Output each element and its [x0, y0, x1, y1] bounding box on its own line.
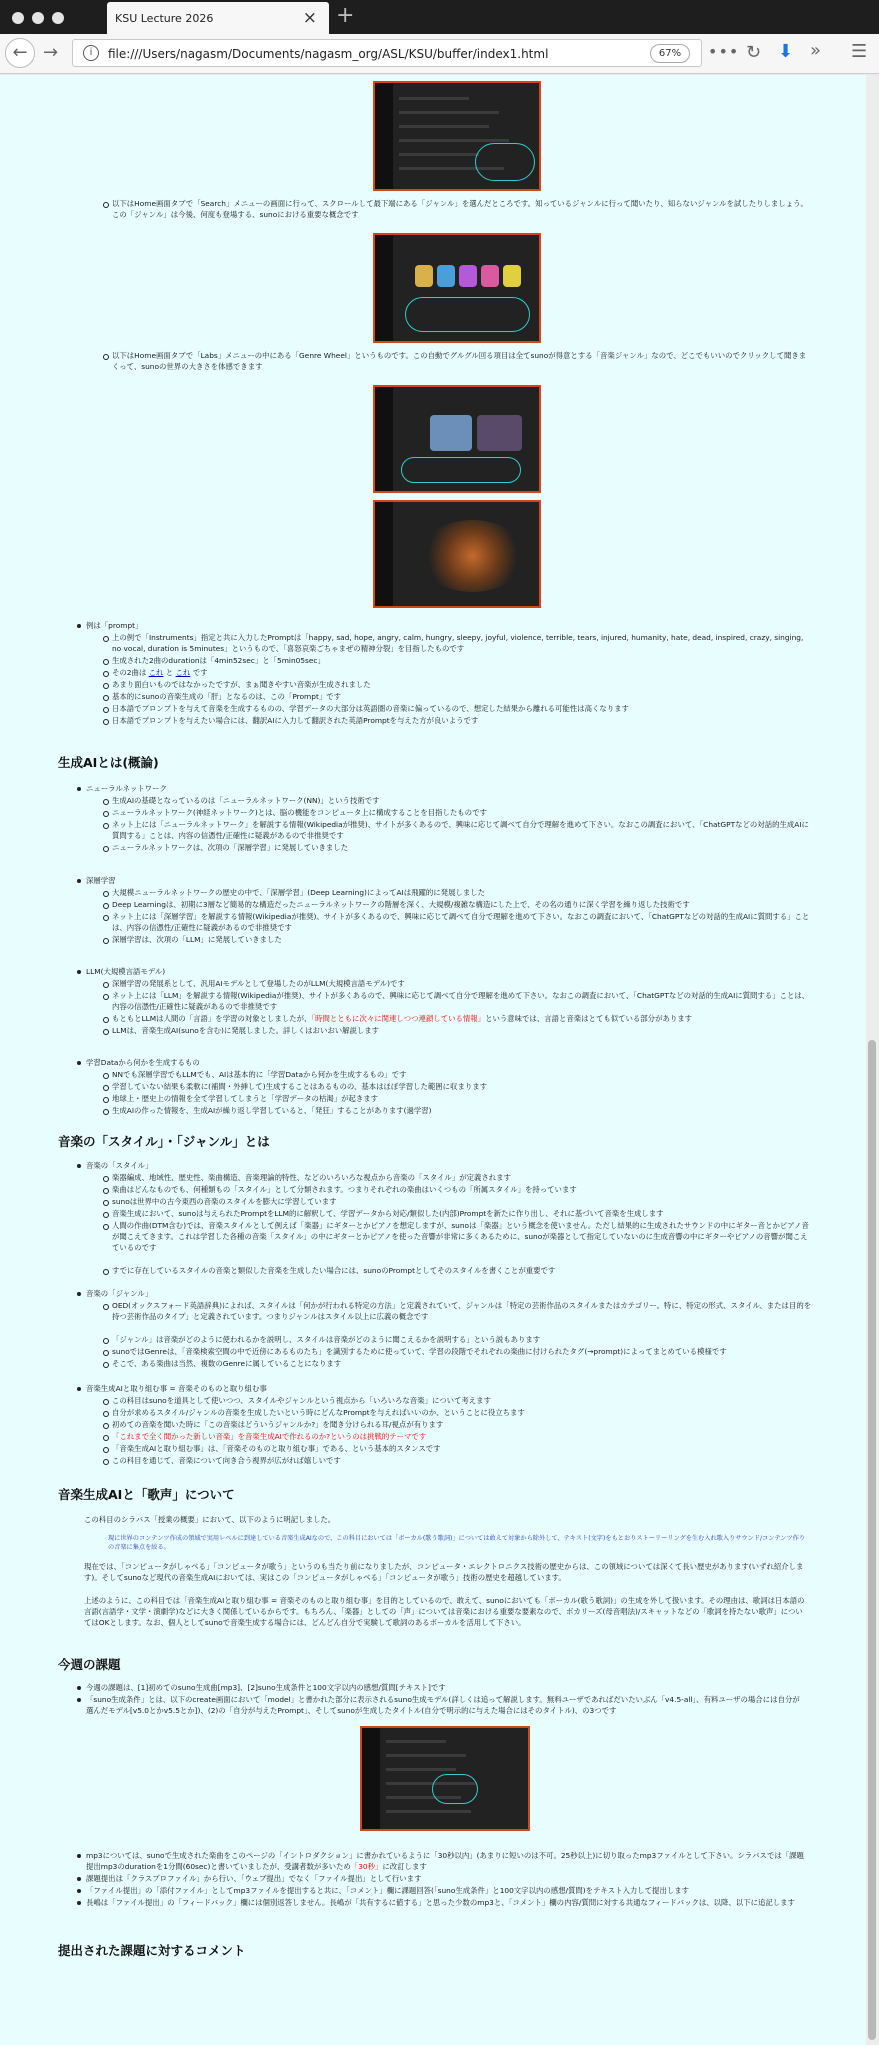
ai-item: 初めての音楽を聞いた時に「この音楽はどういうジャンルか?」を聞き分けられる耳/視点が有ります: [112, 1419, 812, 1430]
suno-create-screenshot: [360, 1726, 530, 1831]
caption-labs: 以下はHome画面タブで「Labs」メニューの中にある「Genre Wheel」というものです。この自動でグルグル回る項目は全てsunoが得意とする「音楽ジャンル」なので、どこでもいいのでクリックして聞きまくって、sunoの世界の大きさを体感できます: [112, 350, 812, 372]
homework-mp3-item: mp3については、sunoで生成された楽曲をこのページの「イントロダクション」に書かれているように「30秒以内」(あまりに短いのは不可。25秒以上)に切り取ったmp3ファイルとして下さい。シラバスでは「課題提出mp3のdurationを1分間(60sec)と書いていましたが、受講者数が多いため「30秒」に改訂します: [86, 1850, 806, 1872]
close-tab-icon[interactable]: ×: [302, 8, 317, 28]
genre-wheel-screenshot: [373, 500, 541, 608]
nn-heading: ニューラルネットワーク: [86, 783, 806, 794]
ai-item: この科目を通じて、音楽について向き合う視界が広がれば嬉しいです: [112, 1455, 812, 1466]
maximize-window-dot[interactable]: [52, 12, 64, 24]
song-link-1[interactable]: これ: [148, 668, 164, 677]
reload-icon[interactable]: ↻: [746, 42, 762, 63]
forward-icon[interactable]: →: [43, 42, 59, 63]
section-title-style-genre: 音楽の「スタイル」・「ジャンル」とは: [58, 1134, 270, 1149]
ai-heading: 音楽生成AIと取り組む事 = 音楽そのものと取り組む事: [86, 1383, 806, 1394]
url-text[interactable]: file:///Users/nagasm/Documents/nagasm_org/ASL/KSU/buffer/index1.html: [108, 47, 549, 61]
llm-item: ネット上には「LLM」を解説する情報(Wikipediaが推奨)、サイトが多くあるので、興味に応じて調べて自分で理解を進めて下さい。なおこの調査において、「ChatGPTなどの対話的生成AIに質問する」ことは、内容の信憑性/正確性に疑義があるので非推奨です: [112, 990, 812, 1012]
section-title-homework: 今週の課題: [58, 1657, 121, 1672]
nn-item: ニューラルネットワーク(神経ネットワーク)とは、脳の機能をコンピュータ上に構成することを目指したものです: [112, 807, 812, 818]
dl-item: 大規模ニューラルネットワークの歴史の中で、「深層学習」(Deep Learning)によってAIは飛躍的に発展しました: [112, 887, 812, 898]
syllabus-quote: 現に世界のコンテンツ作成の領域で実用レベルに到達している音楽生成AIなので、この科目においては「ボーカル(歌う歌詞)」については敢えて対象から除外して、テキスト(文字)をもとおりストーリーリングを生む入れ歌入りサウンド/コンテンツ作りの音楽に集点を絞る。: [108, 1535, 806, 1551]
nn-item: ニューラルネットワークは、次項の「深層学習」に発展していきました: [112, 842, 812, 853]
style-item: sunoは世界中の古今東西の音楽のスタイルを膨大に学習しています: [112, 1196, 812, 1207]
info-icon[interactable]: i: [83, 45, 99, 61]
genre-heading: 音楽の「ジャンル」: [86, 1288, 806, 1299]
page-content: [0, 75, 866, 2045]
llm-item: 深層学習の発展系として、汎用AIモデルとして登場したのがLLM(大規模言語モデル)です: [112, 978, 812, 989]
dl-item: ネット上には「深層学習」を解説する情報(Wikipediaが推奨)、サイトが多くあるので、興味に応じて調べて自分で理解を進めて下さい。なおこの調査において、「ChatGPTなどの対話的生成AIに質問する」ことは、内容の信憑性/正確性に疑義があるので非推奨です: [112, 911, 812, 933]
section-title-comments: 提出された課題に対するコメント: [58, 1943, 246, 1958]
navigation-bar: [0, 34, 879, 74]
overflow-icon[interactable]: »: [810, 40, 822, 61]
voice-paragraph-1: 現在では、「コンピュータがしゃべる」「コンピュータが歌う」というのも当たり前になりましたが、コンピュータ・エレクトロニクス技術の歴史からは、この領域については深くて長い歴史があります(いずれ紹介します)。そしてsunoなど現代の音楽生成AIにおいては、実はこの「コンピュータがしゃべる」「コンピュータが歌う」技術の歴史を超越しています。: [84, 1562, 804, 1582]
browser-tab[interactable]: [107, 2, 329, 34]
back-icon[interactable]: ←: [5, 38, 35, 68]
style-item: 楽器編成、地域性、歴史性、楽曲構造、音楽理論的特性、などのいろいろな視点から音楽の「スタイル」が定義されます: [112, 1172, 812, 1183]
dl-item: Deep Learningは、初期に3層など簡易的な構造だったニューラルネットワークの階層を深く、大規模/複雑な構造にした上で、その名の通りに深く学習を繰り返した技術です: [112, 899, 812, 910]
data-heading: 学習Dataから何かを生成するもの: [86, 1057, 806, 1068]
minimize-window-dot[interactable]: [32, 12, 44, 24]
ai-item: 自分が求めるスタイル/ジャンルの音楽を生成したいという時にどんなPromptを与えればいいのか、ということに役立ちます: [112, 1407, 812, 1418]
tab-title: KSU Lecture 2026: [115, 12, 214, 25]
ai-item-challenge: 「これまで全く聞かった新しい音楽」を音楽生成AIで作れるのか?というのは挑戦的テーマです: [112, 1431, 812, 1442]
menu-icon[interactable]: ☰: [851, 41, 868, 62]
prompt-heading: 例は「prompt」: [86, 620, 806, 631]
homework-item: 「ファイル提出」の「添付ファイル」としてmp3ファイルを提出すると共に、「コメント」欄に課題回答(「suno生成条件」と100文字以内の感想/質問)をテキスト入力して提出します: [86, 1885, 806, 1896]
song-link-2[interactable]: これ: [175, 668, 191, 677]
url-bar[interactable]: [72, 39, 702, 67]
section-title-genai: 生成AIとは(概論): [58, 755, 159, 770]
genre-item: 「ジャンル」は音楽がどのように使われるかを説明し、スタイルは音楽がどのように聞こえるかを説明する」という説もあります: [112, 1334, 812, 1345]
suno-genre-screenshot: [373, 233, 541, 343]
title-bar: [0, 0, 879, 34]
style-item: 楽曲はどんなものでも、何種類もの「スタイル」として分類されます。つまりそれぞれの楽曲はいくつもの「所属スタイル」を持っています: [112, 1184, 812, 1195]
data-item: NNでも深層学習でもLLMでも、AIは基本的に「学習Dataから何かを生成するもの」です: [112, 1069, 812, 1080]
genre-item: sunoではGenreは、「音楽検索空間の中で近傍にあるものたち」を識別するために使っていて、学習の段階でそれぞれの楽曲に付けられたタグ(→prompt)によってまとめている模様です: [112, 1346, 812, 1357]
style-heading: 音楽の「スタイル」: [86, 1160, 806, 1171]
genre-item: そこで、ある楽曲は当然、複数のGenreに属していることになります: [112, 1358, 812, 1369]
voice-paragraph-2: 上述のように、この科目では「音楽生成AIと取り組む事 = 音楽そのものと取り組む事」を目的としているので、敢えて、sunoにおいても「ボーカル(歌う歌詞)」の生成を外して扱います。その理由は、歌詞は日本語の言語(言語学・文学・演劇学)などに大きく関係しているからです。もちろん、「楽器」としての「声」については音楽における重要な要素なので、ボカリーズ(母音唱法)/スキャットなどの「歌詞を持たない歌声」についてはOKとします。なお、個人としてsunoで音楽生成する場合には、どんどん自分で実験して歌詞のあるボーカルを活用して下さい。: [84, 1596, 805, 1627]
homework-item: 課題提出は「クラスプロファイル」から行い、「ウェブ提出」でなく「ファイル提出」として行います: [86, 1873, 806, 1884]
llm-item: もともとLLMは人間の「言語」を学習の対象としましたが、「時間とともに次々に関連しつつ連鎖している情報」という意味では、言語と音楽はとても似ている部分があります: [112, 1013, 812, 1024]
genre-item: OED(オックスフォード英語辞典)によれば、スタイルは「何かが行われる特定の方法」と定義されていて、ジャンルは「特定の芸術作品のスタイルまたはカテゴリー。特に、特定の形式、スタイル、または目的を持つ芸術作品のタイプ」と定義されています。つまりジャンルはスタイル以上に広義の概念です: [112, 1301, 812, 1321]
prompt-item: 日本語でプロンプトを与えて音楽を生成するものの、学習データの大部分は英語圏の音楽に偏っているので、想定した結果から離れる可能性は高くなります: [112, 703, 812, 714]
suno-labs-screenshot: [373, 385, 541, 493]
syllabus-intro: この科目のシラバス「授業の概要」において、以下のように明記しました。: [84, 1515, 336, 1524]
nn-item: 生成AIの基礎となっているのは「ニューラルネットワーク(NN)」という技術です: [112, 795, 812, 806]
download-icon[interactable]: ⬇: [778, 41, 794, 62]
scrollbar-thumb[interactable]: [868, 1040, 876, 2040]
ai-item: 「音楽生成AIと取り組む事」は、「音楽そのものと取り組む事」である、という基本的スタンスです: [112, 1443, 812, 1454]
prompt-item: あまり面白いものではなかったですが、まぁ聞きやすい音楽が生成されました: [112, 679, 812, 690]
homework-item: 「suno生成条件」とは、以下のcreate画面において「model」と書かれた部分に表示されるsuno生成モデル(詳しくは追って解説します。無料ユーザであればだいたいぶん「v4.5-all」、有料ユーザの場合には自分が選んだモデル[v5.0とかv5.5とか])、(2)の「自分が与えたPrompt」、そしてsunoが生成したタイトル(自分で明示的に与えた場合にはそのタイトル)、の3つです: [86, 1694, 806, 1716]
dl-heading: 深層学習: [86, 875, 806, 886]
zoom-level[interactable]: 67%: [650, 44, 690, 63]
prompt-item: 生成された2曲のdurationは「4min52sec」と「5min05sec」: [112, 655, 812, 666]
close-window-dot[interactable]: [12, 12, 24, 24]
data-item: 学習していない結果も柔軟に(補間・外挿して)生成することはあるものの、基本はほぼ学習した範囲に収まります: [112, 1081, 812, 1092]
prompt-item: 日本語でプロンプトを与えたい場合には、翻訳AIに入力して翻訳された英語Promptを与えた方が良いようです: [112, 715, 812, 726]
style-item: すでに存在しているスタイルの音楽と類似した音楽を生成したい場合には、sunoのPromptとしてそのスタイルを書くことが重要です: [112, 1265, 812, 1276]
dl-item: 深層学習は、次項の「LLM」に発展していきました: [112, 934, 812, 945]
data-item: 生成AIの作った情報を、生成AIが繰り返し学習していると、「発狂」することがあります(過学習): [112, 1105, 812, 1116]
caption-search: 以下はHome画面タブで「Search」メニューの画面に行って、スクロールして最下端にある「ジャンル」を選んだところです。知っているジャンルに行って聞いたり、知らないジャンルを試したりしましょう。この「ジャンル」は今後、何度も登場する、sunoにおける重要な概念です: [112, 198, 812, 220]
nn-item: ネット上には「ニューラルネットワーク」を解説する情報(Wikipediaが推奨)、サイトが多くあるので、興味に応じて調べて自分で理解を進めて下さい。なおこの調査において、「ChatGPTなどの対話的生成AIに質問する」ことは、内容の信憑性/正確性に疑義があるので非推奨です: [112, 819, 812, 841]
ai-item: この科目はsunoを道具として使いつつ、スタイルやジャンルという視点から「いろいろな音楽」について考えます: [112, 1395, 812, 1406]
prompt-item: 基本的にsunoの音楽生成の「肝」となるのは、この「Prompt」です: [112, 691, 812, 702]
new-tab-icon[interactable]: +: [336, 3, 355, 28]
homework-item: 今週の課題は、[1]初めてのsuno生成曲[mp3]、[2]suno生成条件と100文字以内の感想/質問[テキスト]です: [86, 1682, 806, 1693]
section-title-voice: 音楽生成AIと「歌声」について: [58, 1487, 235, 1502]
page-actions-icon[interactable]: •••: [708, 42, 740, 61]
homework-item: 長嶋は「ファイル提出」の「フィードバック」欄には個別返答しません。長嶋が「共有するに値する」と思った少数のmp3と、「コメント」欄の内容/質問に対する共通なフィードバックは、以降、以下に追記します: [86, 1897, 806, 1908]
prompt-item: 上の例で「Instruments」指定と共に入力したPromptは「happy, sad, hope, angry, calm, hungry, sleepy, joyful, violence, terrible, tears, injured, humanity, hate, dead, inspired, crazy, singing, no vocal, duration is 5minutes」というもので、「喜怒哀楽ごちゃまぜの精神分裂」を目指したものです: [112, 632, 812, 654]
prompt-item: その2曲は これ と これ です: [112, 667, 812, 678]
llm-item: LLMは、音楽生成AI(sunoを含む)に発展しました。詳しくはおいおい解説します: [112, 1025, 812, 1036]
llm-heading: LLM(大規模言語モデル): [86, 966, 806, 977]
data-item: 地球上・歴史上の情報を全て学習してしまうと「学習データの枯渇」が起きます: [112, 1093, 812, 1104]
style-item: 音楽生成において、sunoは与えられたPromptをLLM的に解釈して、学習データから対応/類似した(内部)Promptを新たに作り出し、それに基づいて音楽を生成します: [112, 1208, 812, 1219]
style-item: 人間の作曲(DTM含む)では、音楽スタイルとして例えば「楽器」にギターとかピアノを想定しますが、sunoは「楽器」という概念を使いません。ただし結果的に生成されたサウンドの中にギター音とかピアノ音が聞こえてきます。これは学習した各種の音楽「スタイル」の中にギターとかピアノを使った音響が非常に多くあるために、sunoが楽器として指定していないのに生成音響の中にギターやピアノの音響が聞こえているのです: [112, 1220, 812, 1253]
suno-search-screenshot: [373, 81, 541, 191]
